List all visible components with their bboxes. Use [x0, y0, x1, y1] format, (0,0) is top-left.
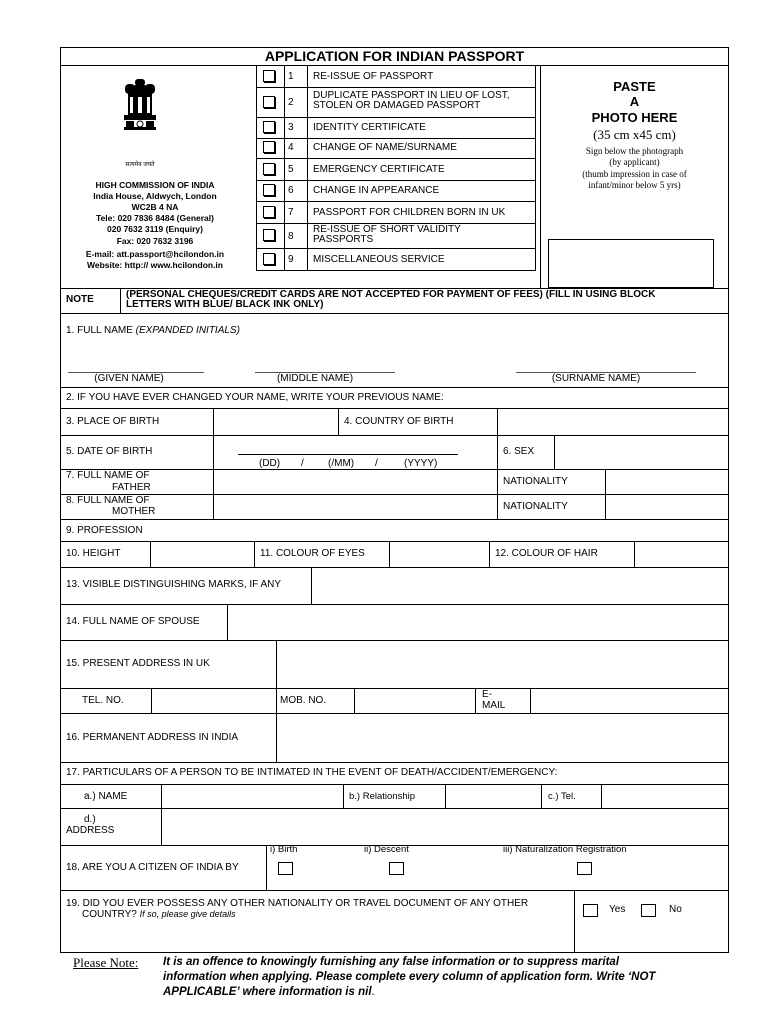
service-6-label: CHANGE IN APPEARANCE	[313, 185, 440, 196]
photo-paste: PASTE	[613, 79, 656, 94]
dob-field[interactable]	[238, 454, 458, 455]
q13-label: 13. VISIBLE DISTINGUISHING MARKS, IF ANY	[66, 579, 282, 590]
office-email: E-mail: att.passport@hcilondon.in	[85, 249, 225, 259]
service-8-num: 8	[288, 231, 294, 242]
office-fax: Fax: 020 7632 3196	[116, 236, 194, 246]
rule	[445, 784, 446, 808]
service-2-label: DUPLICATE PASSPORT IN LIEU OF LOST,	[313, 90, 510, 101]
q11-label: 11. COLOUR OF EYES	[260, 548, 365, 559]
office-postcode: WC2B 4 NA	[131, 202, 179, 212]
rule	[256, 87, 536, 88]
service-1-label: RE-ISSUE OF PASSPORT	[313, 71, 434, 82]
rule	[60, 604, 729, 605]
photo-here: PHOTO HERE	[591, 110, 678, 125]
rule	[60, 762, 729, 763]
rule	[601, 784, 602, 808]
q19-label-italic: If so, please give details	[139, 909, 236, 919]
rule	[227, 604, 228, 640]
office-tel-enquiry: 020 7632 3119 (Enquiry)	[107, 224, 203, 234]
q16-label: 16. PERMANENT ADDRESS IN INDIA	[66, 732, 239, 743]
please-note-text-line3	[163, 985, 375, 999]
emblem-icon	[118, 77, 162, 159]
q6-label: 6. SEX	[503, 446, 535, 457]
service-7-checkbox[interactable]	[263, 206, 275, 218]
tel-label: TEL. NO.	[82, 695, 124, 706]
service-1-checkbox[interactable]	[263, 70, 275, 82]
given-name-caption: (GIVEN NAME)	[94, 373, 164, 384]
q7-label-line2: FATHER	[112, 482, 151, 493]
q1-label	[66, 325, 240, 336]
q5-label: 5. DATE OF BIRTH	[66, 446, 153, 457]
rule	[634, 541, 635, 567]
q19-yes-label: Yes	[609, 904, 626, 915]
q12-label: 12. COLOUR OF HAIR	[495, 548, 598, 559]
q19-no-label: No	[669, 904, 682, 915]
q7-nationality: NATIONALITY	[503, 476, 568, 487]
q17-label: 17. PARTICULARS OF A PERSON TO BE INTIMATED IN THE EVENT OF DEATH/ACCIDENT/EMERGENCY:	[66, 767, 558, 778]
q18-label: 18. ARE YOU A CITIZEN OF INDIA BY	[66, 862, 239, 873]
rule	[120, 288, 121, 313]
q18-descent-label: ii) Descent	[364, 844, 409, 855]
q18-birth-label: i) Birth	[270, 844, 298, 855]
service-2-label-line2: STOLEN OR DAMAGED PASSPORT	[313, 100, 481, 111]
photo-a: A	[629, 94, 640, 109]
q3-label: 3. PLACE OF BIRTH	[66, 416, 160, 427]
rule	[574, 890, 575, 953]
rule	[256, 117, 536, 118]
rule	[256, 138, 536, 139]
please-note-text-line2: information when applying. Please complete every column of application form. Write ‘NOT	[163, 971, 656, 983]
mob-label: MOB. NO.	[280, 695, 327, 706]
service-2-num: 2	[288, 97, 294, 108]
rule	[60, 435, 729, 436]
q19-yes-checkbox[interactable]	[583, 904, 598, 917]
note-label: NOTE	[66, 294, 94, 305]
photo-instruction: infant/minor below 5 yrs)	[588, 180, 681, 190]
rule	[256, 180, 536, 181]
q8-label-line2: MOTHER	[112, 506, 156, 517]
rule	[256, 248, 536, 249]
dob-mm: (/MM)	[328, 458, 355, 469]
dob-dd: (DD)	[259, 458, 281, 469]
rule	[311, 567, 312, 604]
form-title: APPLICATION FOR INDIAN PASSPORT	[264, 48, 525, 64]
email-label: E-	[482, 689, 492, 700]
q8-label: 8. FULL NAME OF	[66, 495, 150, 506]
rule	[150, 541, 151, 567]
service-8-checkbox[interactable]	[263, 229, 275, 241]
q17-address-label: d.)	[84, 814, 96, 825]
rule	[60, 408, 729, 409]
please-note-label: Please Note:	[73, 955, 139, 970]
service-3-checkbox[interactable]	[263, 121, 275, 133]
rule	[276, 640, 277, 713]
photo-instruction: Sign below the photograph	[585, 146, 684, 156]
office-name: HIGH COMMISSION OF INDIA	[95, 180, 215, 190]
rule	[60, 541, 729, 542]
photo-instruction: (by applicant)	[609, 157, 660, 167]
rule	[60, 640, 729, 641]
rule	[60, 494, 729, 495]
q4-label: 4. COUNTRY OF BIRTH	[344, 416, 454, 427]
q17-tel-label: c.) Tel.	[548, 791, 576, 802]
q1-label-text: 1. FULL NAME	[66, 325, 133, 336]
q18-naturalization-label: iii) Naturalization Registration	[503, 844, 627, 855]
rule	[213, 408, 214, 519]
rule	[307, 65, 308, 271]
service-5-num: 5	[288, 164, 294, 175]
photo-instruction: (thumb impression in case of	[582, 169, 687, 179]
rule	[60, 713, 729, 714]
service-4-label: CHANGE OF NAME/SURNAME	[313, 142, 457, 153]
q2-label: 2. IF YOU HAVE EVER CHANGED YOUR NAME, WRITE YOUR PREVIOUS NAME:	[66, 392, 444, 403]
service-1-num: 1	[288, 71, 294, 82]
rule	[354, 688, 355, 713]
rule	[161, 784, 162, 845]
rule	[256, 201, 536, 202]
rule	[254, 541, 255, 567]
rule	[256, 158, 536, 159]
note-text: (PERSONAL CHEQUES/CREDIT CARDS ARE NOT ACCEPTED FOR PAYMENT OF FEES) (FILL IN USING BLOCK	[126, 290, 656, 300]
service-5-checkbox[interactable]	[263, 163, 275, 175]
service-5-label: EMERGENCY CERTIFICATE	[313, 164, 445, 175]
service-8-label-line2: PASSPORTS	[313, 234, 374, 245]
q17-name-label: a.) NAME	[84, 791, 128, 802]
service-9-num: 9	[288, 254, 294, 265]
service-3-label: IDENTITY CERTIFICATE	[313, 122, 426, 133]
please-note-text: It is an offence to knowingly furnishing any false information or to suppress marital	[163, 956, 620, 968]
email-label-line2: MAIL	[482, 700, 506, 711]
rule	[475, 688, 476, 713]
rule	[276, 713, 277, 762]
service-7-label: PASSPORT FOR CHILDREN BORN IN UK	[313, 207, 506, 218]
q1-label-italic: (EXPANDED INITIALS)	[135, 325, 240, 336]
rule	[338, 408, 339, 435]
middle-name-caption: (MIDDLE NAME)	[276, 373, 354, 384]
rule	[151, 688, 152, 713]
q9-label: 9. PROFESSION	[66, 525, 143, 536]
q7-label: 7. FULL NAME OF	[66, 470, 150, 481]
rule	[60, 808, 729, 809]
service-8-label: RE-ISSUE OF SHORT VALIDITY	[313, 224, 461, 235]
rule	[60, 313, 729, 314]
rule	[389, 541, 390, 567]
rule	[60, 387, 729, 388]
signature-box[interactable]	[548, 239, 714, 288]
service-9-checkbox[interactable]	[263, 253, 275, 265]
service-2-checkbox[interactable]	[263, 96, 275, 108]
service-3-num: 3	[288, 122, 294, 133]
q18-descent-checkbox[interactable]	[389, 862, 404, 875]
rule	[554, 435, 555, 469]
office-address: India House, Aldwych, London	[93, 191, 217, 201]
emblem-motto: सत्यमेव जयते	[125, 162, 155, 168]
photo-size: (35 cm x45 cm)	[593, 127, 676, 142]
rule	[60, 469, 729, 470]
q10-label: 10. HEIGHT	[66, 548, 121, 559]
q18-naturalization-checkbox[interactable]	[577, 862, 592, 875]
q19-label: 19. DID YOU EVER POSSESS ANY OTHER NATIONALITY OR TRAVEL DOCUMENT OF ANY OTHER	[66, 898, 529, 909]
q8-nationality: NATIONALITY	[503, 501, 568, 512]
service-4-checkbox[interactable]	[263, 141, 275, 153]
rule	[530, 688, 531, 713]
q17-relationship-label: b.) Relationship	[349, 791, 416, 802]
rule	[60, 688, 729, 689]
q15-label: 15. PRESENT ADDRESS IN UK	[66, 658, 210, 669]
service-9-label: MISCELLANEOUS SERVICE	[313, 254, 445, 265]
rule	[60, 567, 729, 568]
service-7-num: 7	[288, 207, 294, 218]
rule	[497, 408, 498, 519]
q19-no-checkbox[interactable]	[641, 904, 656, 917]
service-6-num: 6	[288, 185, 294, 196]
q18-birth-checkbox[interactable]	[278, 862, 293, 875]
rule	[60, 890, 729, 891]
please-note-line3-end: .	[371, 986, 375, 998]
rule	[284, 65, 285, 271]
service-4-num: 4	[288, 142, 294, 153]
q14-label: 14. FULL NAME OF SPOUSE	[66, 616, 200, 627]
service-6-checkbox[interactable]	[263, 184, 275, 196]
rule	[60, 288, 729, 289]
dob-sep: /	[301, 458, 304, 469]
office-tel-general: Tele: 020 7836 8484 (General)	[96, 213, 214, 223]
dob-sep: /	[375, 458, 378, 469]
rule	[541, 784, 542, 808]
q19-label-country: COUNTRY?	[82, 909, 137, 920]
q19-label-line2	[82, 909, 236, 920]
rule	[489, 541, 490, 567]
rule	[60, 519, 729, 520]
q17-address-label-line2: ADDRESS	[66, 825, 115, 836]
rule	[266, 845, 267, 890]
rule	[343, 784, 344, 808]
please-note-line3-main: APPLICABLE’ where information is nil	[163, 986, 372, 998]
surname-caption: (SURNAME NAME)	[551, 373, 641, 384]
office-website: Website: http:// www.hcilondon.in	[87, 260, 223, 270]
note-text-line2: LETTERS WITH BLUE/ BLACK INK ONLY)	[126, 299, 324, 310]
dob-yyyy: (YYYY)	[404, 458, 438, 469]
